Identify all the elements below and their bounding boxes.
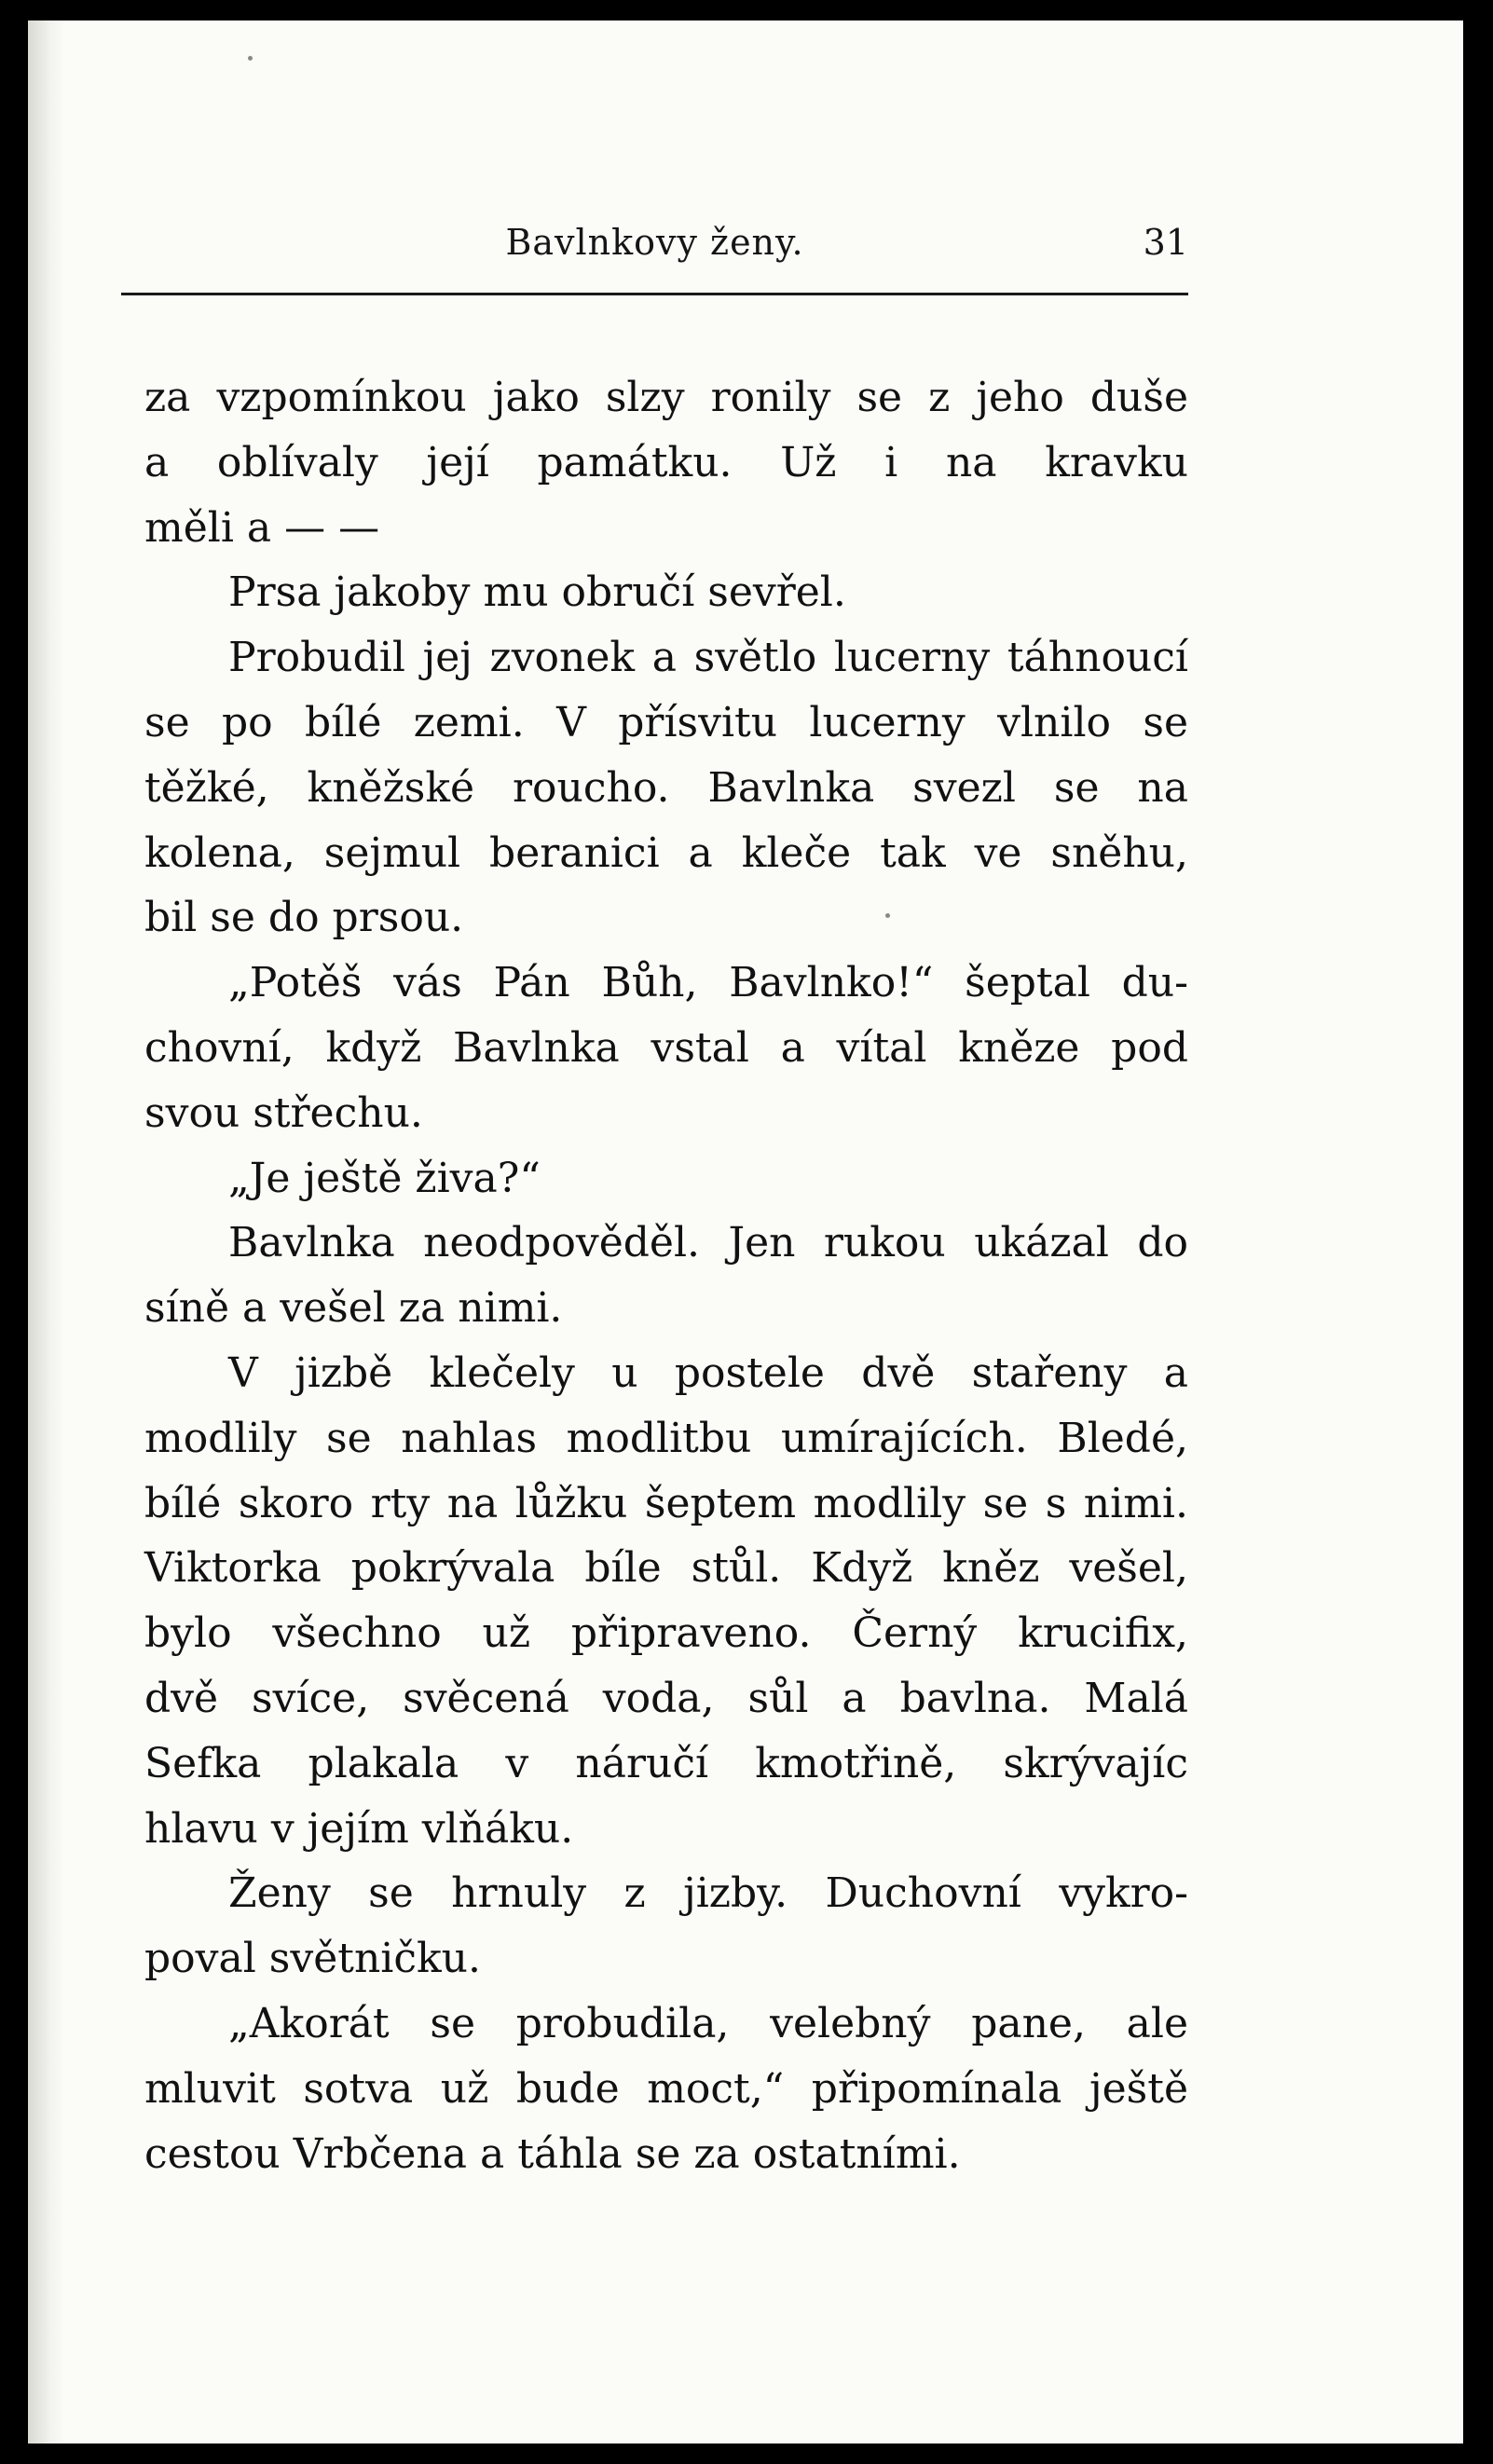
text-line: a oblívaly její památku. Už i na kravku (144, 438, 1188, 486)
text-line: Probudil jej zvonek a světlo lucerny táhnoucí (228, 634, 1188, 682)
header-rule (121, 293, 1188, 295)
text-line: modlily se nahlas modlitbu umírajících. Bledé, (144, 1414, 1188, 1462)
text-line: dvě svíce, svěcená voda, sůl a bavlna. Malá (144, 1674, 1188, 1722)
text-line: se po bílé zemi. V přísvitu lucerny vlnilo se (144, 698, 1188, 746)
running-title: Bavlnkovy ženy. (505, 222, 804, 263)
text-line: V jizbě klečely u postele dvě stařeny a (228, 1348, 1188, 1397)
paragraph (144, 560, 1188, 625)
text-line: „Potěš vás Pán Bůh, Bavlnko!“ šeptal du- (228, 959, 1188, 1007)
running-header (121, 222, 1188, 278)
paragraph (144, 365, 1188, 560)
paragraph (144, 1861, 1188, 1992)
text-line: bílé skoro rty na lůžku šeptem modlily se s nimi. (144, 1479, 1188, 1527)
text-line: Bavlnka neodpověděl. Jen rukou ukázal do (228, 1219, 1188, 1267)
text-line: svou střechu. (144, 1088, 423, 1137)
paragraph (144, 1146, 1188, 1211)
page-number: 31 (1143, 222, 1188, 263)
text-line: měli a — — (144, 503, 380, 552)
paragraph (144, 625, 1188, 951)
text-line: Viktorka pokrývala bíle stůl. Když kněz vešel, (144, 1544, 1188, 1593)
text-line: za vzpomínkou jako slzy ronily se z jeho duše (144, 374, 1188, 421)
paragraph (144, 951, 1188, 1145)
paragraph (144, 1341, 1188, 1861)
text-line: cestou Vrbčena a táhla se za ostatními. (144, 2129, 961, 2178)
text-line: Prsa jakoby mu obručí sevřel. (228, 568, 846, 617)
paper-speck (248, 56, 253, 61)
text-line: poval světničku. (144, 1935, 482, 1983)
body-text (144, 365, 1188, 2186)
text-line: kolena, sejmul beranici a kleče tak ve sněhu, (144, 828, 1188, 877)
text-line: síně a vešel za nimi. (144, 1284, 563, 1333)
text-line: chovní, když Bavlnka vstal a vítal kněze pod (144, 1023, 1188, 1072)
text-line: Sefka plakala v náručí kmotřině, skrývajíc (144, 1739, 1188, 1787)
text-line: Ženy se hrnuly z jizby. Duchovní vykro- (228, 1869, 1188, 1918)
text-line: bylo všechno už připraveno. Černý krucifix, (144, 1609, 1188, 1658)
text-line: těžké, kněžské roucho. Bavlnka svezl se na (144, 763, 1188, 812)
text-line: „Akorát se probudila, velebný pane, ale (228, 1999, 1188, 2047)
text-line: „Je ještě živa?“ (228, 1154, 541, 1202)
page-spine-shadow (28, 21, 65, 2443)
paragraph (144, 1992, 1188, 2186)
text-line: mluvit sotva už bude moct,“ připomínala ještě (144, 2064, 1188, 2113)
text-line: bil se do prsou. (144, 894, 464, 942)
paragraph (144, 1211, 1188, 1341)
text-line: hlavu v jejím vlňáku. (144, 1804, 574, 1853)
